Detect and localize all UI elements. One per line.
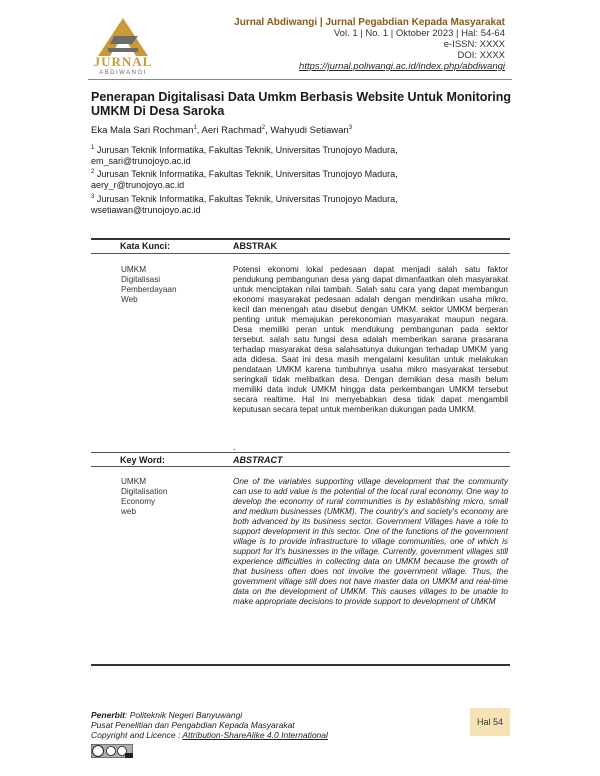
affiliation-2 bbox=[91, 167, 511, 191]
author-name: Eka Mala Sari Rochman bbox=[91, 125, 194, 137]
aff-email[interactable]: wsetiawan@trunojoyo.ac.id bbox=[91, 205, 201, 215]
keyword: Digitalisasi bbox=[121, 275, 161, 284]
abstrak-heading: ABSTRAK bbox=[233, 241, 277, 251]
journal-eissn: e-ISSN: XXXX bbox=[443, 39, 505, 50]
keyword: Economy bbox=[121, 497, 156, 506]
publisher-name: : Politeknik Negeri Banyuwangi bbox=[125, 710, 243, 720]
key-word-heading: Key Word: bbox=[120, 455, 165, 465]
cc-by-sa-icon bbox=[91, 744, 133, 758]
journal-info bbox=[234, 17, 505, 72]
aff-email[interactable]: em_sari@trunojoyo.ac.id bbox=[91, 156, 191, 166]
header-divider bbox=[88, 79, 512, 80]
table-top-rule bbox=[91, 238, 510, 240]
research-center: Pusat Penelitian dan Pengabdian Kepada Masyarakat bbox=[91, 720, 295, 730]
author-sup: 2 bbox=[261, 125, 266, 131]
aff-sup: 1 bbox=[91, 145, 95, 151]
journal-url-link[interactable]: https://jurnal.poliwangi.ac.id/index.php/abdiwangi bbox=[299, 61, 505, 72]
license-link[interactable]: Attribution-ShareAlike 4.0 International bbox=[182, 730, 328, 740]
author-name: Aeri Rachmad bbox=[201, 125, 262, 137]
page-number-badge: Hal 54 bbox=[470, 708, 510, 736]
abstract-text: One of the variables supporting village development that the community can use to add value is the potential of the local rural economy. One way to develop the economy of rural communities is by establishing micro, small and medium businesses (UMKM). The country's and society's economy are both advanced by its business sector. Government Villages have a role to support development in this sector. One of the functions of the government village is to provide infrastructure to village communities, one of which is support for It's businesses in the village. Currently, government villages still experience difficulties in collecting data on UMKM because the growth of that business often does not involve the government village. Thus, the government village still does not have master data on UMKM and real-time data on the development of UMKM. This causes villages to be unable to make appropriate decisions to provide support to development of UMKM bbox=[233, 477, 508, 606]
keyword: Digitalisation bbox=[121, 487, 168, 496]
aff-text: Jurusan Teknik Informatika, Fakultas Teknik, Universitas Trunojoyo Madura, bbox=[96, 169, 398, 179]
trailing-dot: . bbox=[233, 442, 236, 452]
aff-email[interactable]: aery_r@trunojoyo.ac.id bbox=[91, 180, 185, 190]
heading-rule bbox=[91, 253, 510, 254]
keyword: web bbox=[121, 507, 137, 516]
keyword: Web bbox=[121, 295, 138, 304]
author-sup: 3 bbox=[348, 125, 353, 131]
journal-doi: DOI: XXXX bbox=[457, 50, 505, 61]
affiliation-1 bbox=[91, 143, 511, 167]
journal-volume: Vol. 1 | No. 1 | Oktober 2023 | Hal: 54-64 bbox=[333, 28, 505, 39]
kata-kunci-heading: Kata Kunci: bbox=[120, 241, 171, 251]
section-rule bbox=[91, 452, 510, 453]
keyword: UMKM bbox=[121, 477, 147, 486]
key-word-list bbox=[121, 477, 167, 517]
footer bbox=[91, 710, 328, 740]
aff-text: Jurusan Teknik Informatika, Fakultas Teknik, Universitas Trunojoyo Madura, bbox=[96, 194, 398, 204]
author-name: Wahyudi Setiawan bbox=[270, 125, 349, 137]
affiliation-3 bbox=[91, 192, 511, 216]
publisher-label: Penerbit bbox=[91, 710, 126, 720]
aff-sup: 2 bbox=[91, 169, 95, 175]
abstrak-text: Potensi ekonomi lokal pedesaan dapat menjadi salah satu faktor pendukung pembangunan desa yang dapat dimanfaatkan oleh masyarakat untuk menciptakan nilai tambah. Salah satu cara yang dapat membangun ekonomi masyarakat pedesaan adalah dengan mendirikan usaha mikro, kecil dan menengah atau disebut dengan UMKM. sektor UMKM berperan penting untuk memajukan perekonomian masyarakat maupun negara. Desa memiliki peran untuk mendukung pembangunan pada sektor tersebut. salah satu fungsi desa adalah memberikan sarana prasarana terhadap masyarakat desa salahsatunya dukungan terhadap UMKM yang ada didesa. Saat ini desa masih mengalami kesulitan untuk melakukan pendataan UMKM karena tumbuhnya usaha mikro masyarakat tersebut seringkali tidak melibatkan desa. Dengan demikian desa masih belum memiliki data induk UMKM hingga data perkembangan UMKM tersebut secara realtime. Hal ini menyebabkan desa tidak dapat mengambil keputusan secara tepat untuk memberikan dukungan pada UMKM. bbox=[233, 265, 508, 414]
keyword: UMKM bbox=[121, 265, 147, 274]
kata-kunci-list bbox=[121, 265, 177, 305]
logo-wordmark: JURNAL bbox=[93, 54, 153, 69]
aff-text: Jurusan Teknik Informatika, Fakultas Teknik, Universitas Trunojoyo Madura, bbox=[96, 145, 398, 155]
table-bottom-rule bbox=[91, 664, 510, 666]
logo-subtitle: ABDIWANGI bbox=[99, 70, 147, 76]
heading-rule bbox=[91, 466, 510, 467]
journal-title: Jurnal Abdiwangi | Jurnal Pegabdian Kepada Masyarakat bbox=[234, 17, 505, 28]
license-prefix: Copyright and Licence : bbox=[91, 730, 183, 740]
abstract-heading: ABSTRACT bbox=[233, 455, 283, 465]
keyword: Pemberdayaan bbox=[121, 285, 177, 294]
article-title: Penerapan Digitalisasi Data Umkm Berbasis Website Untuk Monitoring UMKM Di Desa Saroka bbox=[91, 90, 512, 118]
author-list: Eka Mala Sari Rochman$^1$, Aeri Rachmad$^2$, Wahyudi Setiawan$^3$ bbox=[91, 125, 353, 137]
author-sup: 1 bbox=[193, 125, 197, 131]
aff-sup: 3 bbox=[91, 194, 95, 200]
